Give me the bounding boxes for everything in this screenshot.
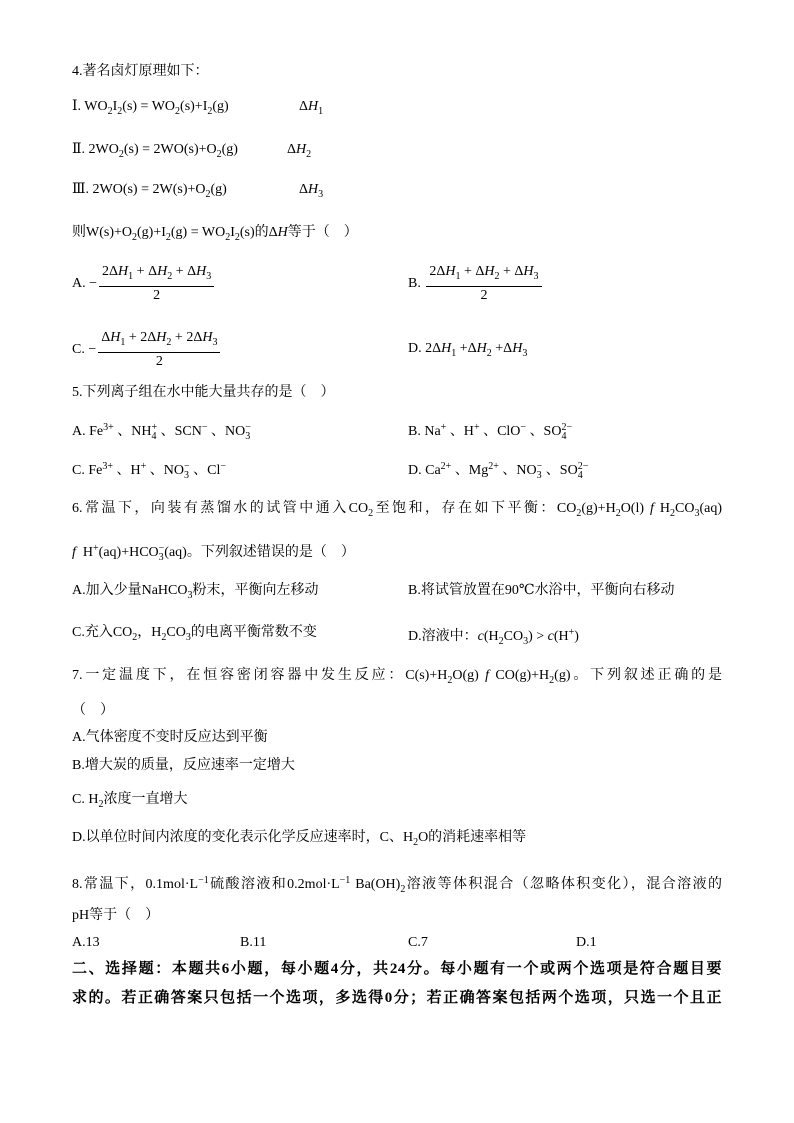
text-run: Δ	[299, 182, 309, 197]
text-run: CO	[674, 501, 695, 516]
text-run: )	[574, 629, 579, 644]
text-run: pH等于（ ）	[72, 908, 160, 923]
subscript: 2	[167, 271, 173, 282]
text-run: O(l)	[620, 501, 650, 516]
q6-stem-line-1	[72, 499, 722, 524]
text-run: 2Δ	[102, 264, 119, 279]
italic-symbol: f	[650, 501, 654, 516]
subscript: 2	[165, 232, 171, 243]
q4-option-b	[408, 263, 542, 305]
text-run: + 2Δ	[125, 330, 157, 345]
text-run: (s) = 2WO(s)+O	[123, 142, 217, 157]
italic-symbol: H	[308, 182, 319, 197]
subscript: 2	[669, 508, 675, 519]
q4-option-c	[72, 329, 220, 371]
text-run: (aq)+HCO	[98, 545, 159, 560]
text-run: 粉末，平衡向左移动	[192, 583, 319, 598]
italic-symbol: H	[156, 330, 167, 345]
q4-question	[72, 223, 358, 248]
text-run: +Δ	[456, 341, 477, 356]
subscript: 3	[522, 348, 528, 359]
section-2-heading-line-2: 求的。若正确答案只包括一个选项，多选得0分；若正确答案包括两个选项，只选一个且正	[72, 990, 722, 1006]
superscript: +	[151, 422, 158, 433]
text-run: 、SO	[526, 424, 562, 439]
superscript: +	[140, 461, 147, 472]
q8-option-c: C.7	[408, 935, 428, 950]
subscript: 3	[533, 271, 539, 282]
text-run: (g)+H	[581, 501, 616, 516]
text-run: +Δ	[491, 341, 513, 356]
q7-option-c	[72, 790, 187, 815]
text-run: A. Fe	[72, 424, 104, 439]
subscript: 3	[536, 470, 542, 481]
superscript: −	[201, 422, 208, 433]
text-run: ) >	[528, 629, 548, 644]
text-run: 8.常温下，0.1mol·L	[72, 877, 199, 892]
text-run: Ba(OH)	[350, 877, 401, 892]
q6-option-d	[408, 623, 579, 652]
q6-option-b	[408, 581, 675, 601]
text-run: H	[653, 501, 670, 516]
italic-symbol: H	[441, 341, 452, 356]
charge-and-index	[578, 462, 589, 480]
text-run: Δ	[287, 142, 297, 157]
subscript: 2	[549, 675, 555, 686]
text-run: (g) = WO	[170, 225, 226, 240]
subscript: 2	[486, 348, 492, 359]
text-run: (g)	[221, 142, 238, 157]
superscript: 2−	[577, 461, 589, 472]
text-run: I	[112, 99, 118, 114]
text-run: (s) = WO	[122, 99, 176, 114]
text-run: 等于（ ）	[287, 225, 358, 240]
q8-stem-line-1	[72, 871, 722, 900]
option-label: B.	[408, 276, 425, 291]
subscript: 1	[120, 337, 126, 348]
text-run: A.加入少量NaHCO	[72, 583, 188, 598]
q8-option-b: B.11	[240, 935, 267, 950]
text-run: C.充入CO	[72, 625, 133, 640]
text-run: 、H	[446, 424, 474, 439]
q7-option-d	[72, 828, 526, 853]
italic-symbol: H	[308, 99, 319, 114]
q5-option-a	[72, 418, 251, 442]
subscript: 2	[207, 106, 213, 117]
italic-symbol: f	[72, 545, 76, 560]
superscript: −	[245, 422, 251, 433]
text-run: （ ）	[72, 703, 114, 718]
text-run: D. 2Δ	[408, 341, 442, 356]
text-run: H	[75, 545, 94, 560]
italic-symbol: H	[445, 264, 456, 279]
fraction	[99, 263, 214, 305]
italic-symbol: H	[202, 330, 213, 345]
italic-symbol: H	[196, 264, 207, 279]
q8-option-a: A.13	[72, 935, 100, 950]
subscript: 2	[98, 799, 104, 810]
q6-option-a	[72, 581, 319, 606]
subscript: 4	[561, 431, 567, 442]
text-run: B.将试管放置在90℃水浴中，平衡向右移动	[408, 583, 675, 598]
text-run: + Δ	[133, 264, 158, 279]
text-run: 溶液等体积混合（忽略体积变化），混合溶液的	[405, 877, 722, 892]
italic-symbol: H	[118, 264, 129, 279]
text-run: 、Mg	[451, 463, 489, 478]
subscript: 3	[523, 636, 529, 647]
superscript: 2−	[561, 422, 573, 433]
italic-symbol: H	[476, 341, 487, 356]
q5-option-d	[408, 457, 588, 481]
q6-stem-line-2	[72, 539, 355, 563]
text-run: CO	[166, 625, 186, 640]
subscript: 2	[132, 632, 138, 643]
q4-equation-2	[72, 140, 238, 165]
fraction	[98, 329, 220, 371]
q7-option-a	[72, 728, 268, 748]
text-run: 7.一定温度下，在恒容密闭容器中发生反应：C(s)+H	[72, 668, 448, 683]
superscript: −	[183, 461, 190, 472]
charge-and-index	[245, 423, 251, 441]
subscript: 2	[107, 106, 113, 117]
text-run: 、ClO	[479, 424, 521, 439]
subscript: 2	[161, 632, 167, 643]
subscript: 3	[245, 431, 251, 442]
text-run: 、NH	[113, 424, 152, 439]
subscript: 2	[234, 232, 240, 243]
text-run: (aq)。下列叙述错误的是（ ）	[164, 545, 355, 560]
subscript: 2	[118, 149, 124, 160]
text-run: (H	[483, 629, 499, 644]
subscript: 2	[166, 337, 172, 348]
superscript: +	[440, 422, 447, 433]
q7-stem-line-2	[72, 701, 114, 721]
text-run: A.气体密度不变时反应达到平衡	[72, 730, 268, 745]
text-run: B. Na	[408, 424, 441, 439]
text-run: (g)	[212, 99, 229, 114]
text-run: Δ	[101, 330, 111, 345]
fraction-denominator: 2	[155, 354, 163, 369]
q7-stem-line-1	[72, 666, 722, 691]
italic-symbol: f	[485, 668, 490, 683]
subscript: 4	[151, 431, 157, 442]
italic-symbol: H	[157, 264, 168, 279]
subscript: 3	[212, 337, 218, 348]
superscript: +	[568, 627, 575, 638]
q4-stem	[72, 62, 209, 82]
subscript: 2	[225, 232, 231, 243]
text-run: Ⅰ. WO	[72, 99, 108, 114]
superscript: −	[520, 422, 527, 433]
text-run: Ⅲ. 2WO(s) = 2W(s)+O	[72, 182, 206, 197]
text-run: 至饱和，存在如下平衡：CO	[373, 501, 577, 516]
text-run: 、SCN	[157, 424, 202, 439]
q4-equation-3	[72, 180, 227, 205]
text-run: (s)的Δ	[239, 225, 278, 240]
fraction-numerator	[99, 263, 214, 287]
text-run: D.溶液中：	[408, 629, 478, 644]
subscript: 2	[216, 149, 222, 160]
superscript: +	[473, 422, 480, 433]
subscript: 2	[494, 271, 500, 282]
subscript: 2	[306, 149, 312, 160]
text-run: + Δ	[172, 264, 197, 279]
q8-option-d: D.1	[576, 935, 597, 950]
q5-option-c	[72, 457, 226, 481]
text-run: I	[230, 225, 235, 240]
text-run: 5.下列离子组在水中能大量共存的是（ ）	[72, 385, 335, 400]
q4-equation-1-enthalpy	[299, 97, 323, 122]
italic-symbol: H	[110, 330, 121, 345]
text-run: (g)+I	[137, 225, 166, 240]
subscript: 2	[400, 884, 406, 895]
superscript: 2+	[488, 461, 499, 472]
subscript: 2	[368, 508, 374, 519]
text-run: + 2Δ	[171, 330, 203, 345]
subscript: 2	[117, 106, 123, 117]
text-run: (g)	[210, 182, 227, 197]
section-2-heading-line-1: 二、选择题：本题共6小题，每小题4分，共24分。每小题有一个或两个选项是符合题目要	[72, 961, 722, 977]
fraction-denominator: 2	[480, 288, 488, 303]
charge-and-index	[561, 423, 572, 441]
fraction	[426, 263, 541, 305]
q4-option-d	[408, 339, 527, 364]
text-run: (H	[553, 629, 569, 644]
superscript: −1	[339, 875, 351, 886]
q8-stem-line-2	[72, 906, 159, 926]
text-run: + Δ	[499, 264, 524, 279]
text-run: O(g)	[452, 668, 486, 683]
fraction-numerator	[98, 329, 220, 353]
text-run: 、Cl	[189, 463, 221, 478]
superscript: 3+	[103, 422, 114, 433]
italic-symbol: H	[512, 341, 523, 356]
italic-symbol: H	[277, 225, 288, 240]
superscript: 3+	[102, 461, 113, 472]
subscript: 3	[158, 552, 164, 563]
text-run: 6.常温下，向装有蒸馏水的试管中通入CO	[72, 501, 369, 516]
subscript: 3	[183, 470, 189, 481]
text-run: 4.著名卤灯原理如下：	[72, 64, 209, 79]
q7-option-b	[72, 756, 295, 776]
text-run: Ⅱ. 2WO	[72, 142, 119, 157]
text-run: CO(g)+H	[489, 668, 550, 683]
italic-symbol: H	[484, 264, 495, 279]
italic-symbol: c	[477, 629, 484, 644]
italic-symbol: H	[296, 142, 307, 157]
text-run: D. Ca	[408, 463, 441, 478]
text-run: (s)+I	[180, 99, 208, 114]
text-run: 、SO	[542, 463, 578, 478]
subscript: 2	[132, 232, 137, 243]
text-run: B.增大炭的质量，反应速率一定增大	[72, 758, 295, 773]
text-run: (g)。下列叙述正确的是	[554, 668, 723, 683]
subscript: 2	[576, 508, 582, 519]
subscript: 1	[455, 271, 461, 282]
subscript: 2	[447, 675, 453, 686]
text-run: Δ	[299, 99, 309, 114]
text-run: + Δ	[460, 264, 485, 279]
text-run: O的消耗速率相等	[418, 830, 527, 845]
q4-equation-1	[72, 97, 229, 122]
italic-symbol: H	[523, 264, 534, 279]
q5-option-b	[408, 418, 572, 442]
text-run: CO	[503, 629, 524, 644]
option-label: C.	[72, 342, 89, 357]
q4-equation-2-enthalpy	[287, 140, 311, 165]
superscript: −	[220, 461, 226, 472]
subscript: 2	[205, 189, 211, 200]
text-run: ，H	[137, 625, 162, 640]
text-run: 的电离平衡常数不变	[190, 625, 317, 640]
text-run: 硫酸溶液和0.2mol·L	[208, 877, 340, 892]
subscript: 1	[128, 271, 134, 282]
subscript: 3	[694, 508, 700, 519]
text-run: 2Δ	[429, 264, 446, 279]
text-run: D.以单位时间内浓度的变化表示化学反应速率时，C、H	[72, 830, 414, 845]
text-run: C. H	[72, 792, 99, 807]
q5-stem	[72, 383, 335, 403]
subscript: 2	[498, 636, 504, 647]
q4-equation-3-enthalpy	[299, 180, 323, 205]
fraction-numerator	[426, 263, 541, 287]
superscript: +	[93, 543, 99, 554]
subscript: 3	[206, 271, 212, 282]
text-run: 、NO	[207, 424, 246, 439]
text-run: 浓度一直增大	[103, 792, 188, 807]
superscript: −1	[198, 875, 209, 886]
superscript: −	[536, 461, 543, 472]
subscript: 2	[175, 106, 181, 117]
italic-symbol: c	[547, 629, 554, 644]
q6-option-c	[72, 623, 317, 648]
subscript: 2	[413, 837, 419, 848]
text-run: (aq)	[699, 501, 722, 516]
subscript: 3	[185, 632, 191, 643]
superscript: 2+	[440, 461, 452, 472]
text-run: C. Fe	[72, 463, 103, 478]
option-label: A.	[72, 276, 90, 291]
subscript: 3	[318, 189, 324, 200]
q4-option-a	[72, 263, 214, 305]
subscript: 2	[615, 508, 621, 519]
minus-sign: −	[89, 276, 98, 291]
subscript: 3	[187, 590, 193, 601]
minus-sign: −	[88, 342, 97, 357]
subscript: 4	[577, 470, 583, 481]
superscript: −	[158, 543, 165, 554]
subscript: 1	[318, 106, 324, 117]
subscript: 1	[451, 348, 457, 359]
text-run: 、NO	[498, 463, 537, 478]
fraction-denominator: 2	[153, 288, 161, 303]
text-run: 、NO	[146, 463, 184, 478]
text-run: 、H	[112, 463, 141, 478]
text-run: 则W(s)+O	[72, 225, 132, 240]
